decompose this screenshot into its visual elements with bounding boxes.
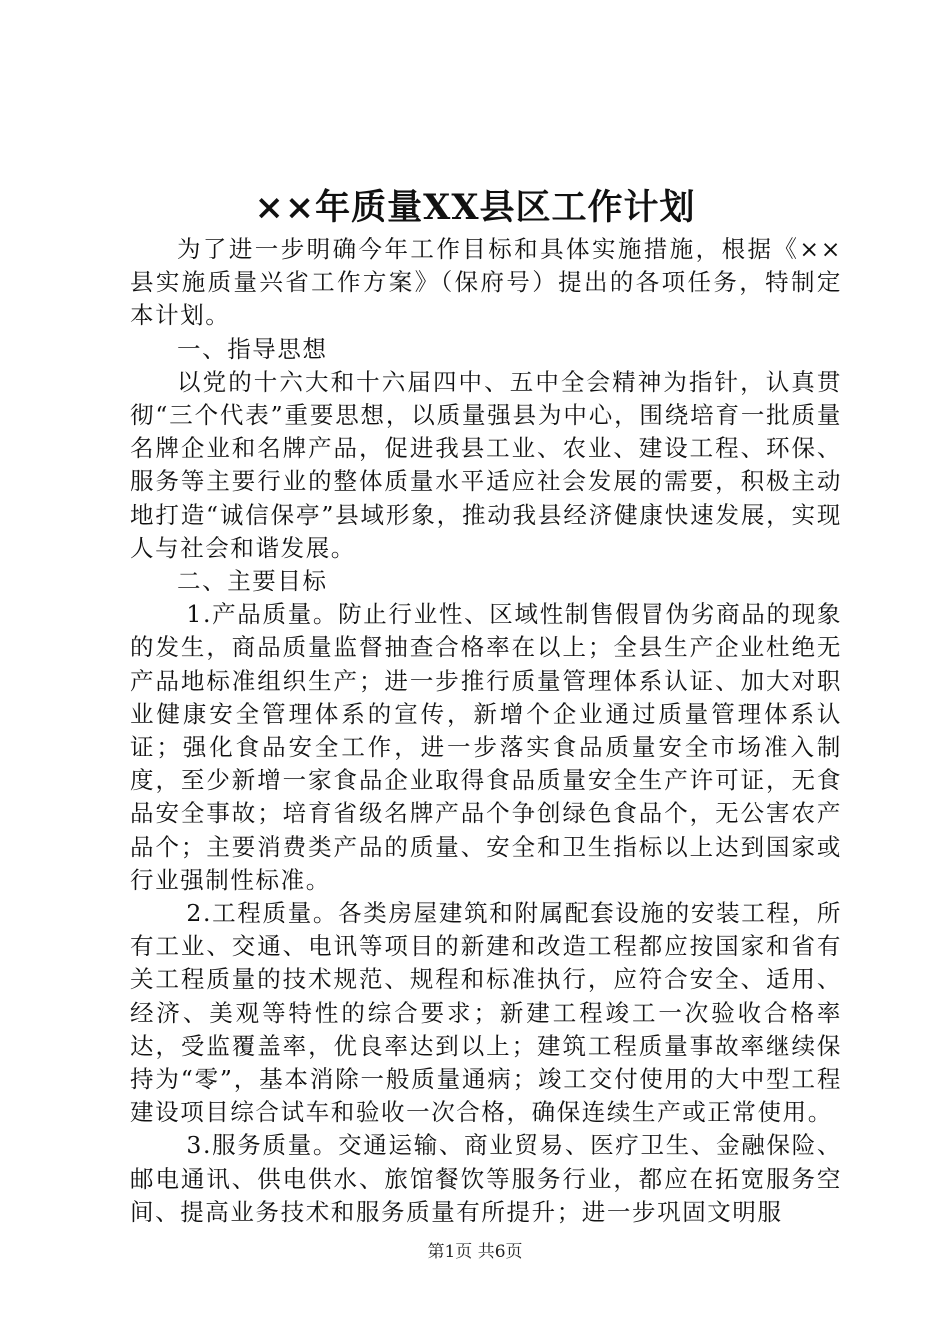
goal-item-engineering-quality: 2.工程质量。各类房屋建筑和附属配套设施的安装工程，所有工业、交通、电讯等项目的新建和改造工程都应按国家和省有关工程质量的技术规范、规程和标准执行，应符合安全、适用、经济、美观等特性的综合要求；新建工程竣工一次验收合格率达，受监覆盖率，优良率达到以上；建筑工程质量事故率继续保持为“零”，基本消除一般质量通病；竣工交付使用的大中型工程建设项目综合试车和验收一次合格，确保连续生产或正常使用。 — [130, 899, 842, 1127]
goal-item-service-quality: 3.服务质量。交通运输、商业贸易、医疗卫生、金融保险、邮电通讯、供电供水、旅馆餐饮等服务行业，都应在拓宽服务空间、提高业务技术和服务质量有所提升；进一步巩固文明服 — [130, 1131, 842, 1226]
section-paragraph-guiding-ideology: 以党的十六大和十六届四中、五中全会精神为指针，认真贯彻“三个代表”重要思想，以质量强县为中心，围绕培育一批质量名牌企业和名牌产品，促进我县工业、农业、建设工程、环保、服务等主要行业的整体质量水平适应社会发展的需要，积极主动地打造“诚信保亭”县域形象，推动我县经济健康快速发展，实现人与社会和谐发展。 — [130, 367, 842, 562]
document-title: ××年质量XX县区工作计划 — [254, 187, 696, 228]
page-footer: 第1页 共6页 — [427, 1242, 523, 1262]
goal-item-product-quality: 1.产品质量。防止行业性、区域性制售假冒伪劣商品的现象的发生，商品质量监督抽查合格率在以上；全县生产企业杜绝无产品地标准组织生产；进一步推行质量管理体系认证、加大对职业健康安全管理体系的宣传，新增个企业通过质量管理体系认证；强化食品安全工作，进一步落实食品质量安全市场准入制度，至少新增一家食品企业取得食品质量安全生产许可证，无食品安全事故；培育省级名牌产品个争创绿色食品个，无公害农产品个；主要消费类产品的质量、安全和卫生指标以上达到国家或行业强制性标准。 — [130, 600, 842, 894]
section-heading-main-goals: 二、主要目标 — [177, 567, 328, 596]
intro-paragraph: 为了进一步明确今年工作目标和具体实施措施，根据《××县实施质量兴省工作方案》（保府号）提出的各项任务，特制定本计划。 — [130, 235, 842, 330]
section-heading-guiding-ideology: 一、指导思想 — [177, 334, 328, 363]
document-body — [130, 233, 842, 1229]
